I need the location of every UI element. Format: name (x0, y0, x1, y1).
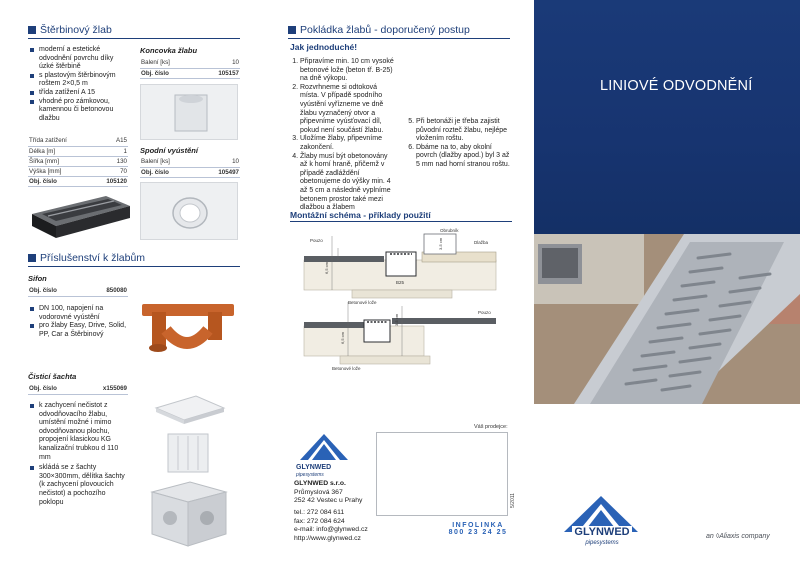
accessories-header (28, 252, 240, 267)
list-item: 3. Uložíme žlaby, připevníme zakončení. (300, 135, 396, 152)
dealer-label: Váš prodejce: (474, 424, 508, 430)
table-row: Balení [ks] 10 (141, 158, 239, 166)
table-row: Třída zatížení A15 (29, 137, 127, 145)
bottom-outlet-image (140, 182, 238, 240)
sifon-bullets (30, 305, 126, 339)
list-item: skládá se z šachty 300×300mm, dělítka šachty (k zachycení plovoucích nečistot) a pochozího poklopu (30, 464, 130, 507)
list-item: s plastovým štěrbinovým roštem 2×0,5 m (30, 72, 130, 89)
sachta-name: Čisticí šachta (28, 372, 77, 381)
list-item: DN 100, napojení na vodorovné vyústění (30, 305, 126, 322)
table-row: Obj. číslo 850080 (29, 287, 127, 295)
sachta-bullets (30, 402, 130, 507)
list-item: vhodné pro zámkovou, kamennou či betonovou dlažbu (30, 98, 130, 124)
install-steps-col1 (288, 58, 396, 213)
schema-title: Montážní schéma - příklady použití (290, 210, 512, 222)
section-marker-icon (28, 254, 36, 262)
dealer-box (376, 432, 508, 516)
list-item: třída zatížení A 15 (30, 89, 130, 98)
table-row: Šířka [mm] 130 (29, 157, 127, 165)
endcap-spec-table (140, 58, 240, 79)
sifon-image (138, 290, 238, 360)
list-item: 1. Připravíme min. 10 cm vysoké betonové lože (beton tř. B-25) na dně výkopu. (300, 58, 396, 84)
list-item: pro žlaby Easy, Drive, Solid, PP, Car a Štěrbinový (30, 322, 126, 339)
schema-diagram (292, 226, 514, 374)
schema-label-pouzo: Pouzo (310, 238, 323, 243)
glynwed-logo-small-text: GLYNWED pipesystems (296, 464, 332, 478)
schema-label-lozi: Betonové lože (348, 300, 377, 305)
sifon-name: Sifon (28, 274, 47, 283)
section-marker-icon (288, 26, 296, 34)
install-subtitle: Jak jednoduché! (290, 42, 358, 52)
install-header (288, 24, 510, 39)
sifon-spec-table (28, 286, 128, 297)
schema-label-dim2: 3-5 cm (438, 237, 443, 250)
list-item: 6. Dbáme na to, aby okolní povrch (dlažby apod.) byl 3 až 5 mm nad horní stranou roštu. (416, 144, 512, 170)
accessories-section (28, 252, 240, 267)
section-marker-icon (28, 26, 36, 34)
company-contacts (294, 509, 368, 543)
install-section (288, 24, 510, 39)
list-item: 2. Rozvrhneme si odtoková místa. V případě spodního vyústění vyřízneme ve dně žlabu vyznačený otvor a připevníme vyúsťovací díl, pokud není součástí žlabu. (300, 84, 396, 136)
install-steps-col2 (404, 118, 512, 170)
hotline (438, 522, 518, 536)
hotline-number[interactable]: 800 23 24 25 (448, 529, 508, 536)
company-tel: tel.: 272 084 611 (294, 509, 345, 516)
list-item: 4. Žlaby musí být obetonovány až k horní hraně, přičemž v případě zadláždění obetonujeme do výšky min. 4 až 5 cm a následně vyplníme betonem prostor také mezi dlažbou a žlabem (300, 153, 396, 213)
sachta-image (146, 386, 232, 550)
list-item: k zachycení nečistot z odvodňovacího žlabu, umístění možné i mimo odvodňovanou plochu, propojení klasickou KG kanalizační trubkou d 110 mm (30, 402, 130, 462)
channel-bullets (30, 46, 130, 123)
schema-label-dim3: 6,5 cm (340, 331, 345, 344)
company-city: 252 42 Vestec u Prahy (294, 497, 363, 504)
company-web[interactable]: http://www.glynwed.cz (294, 534, 361, 542)
glynwed-logo-text: GLYNWED pipesystems (574, 526, 630, 546)
endcap-name: Koncovka žlabu (140, 46, 198, 55)
edition-code: 5/2011 (510, 493, 516, 508)
accessories-title: Příslušenství k žlabům (40, 252, 146, 264)
table-row: Délka [m] 1 (29, 147, 127, 155)
list-item: 5. Při betonáži je třeba zajistit původní rozteč žlabu, nejlépe vložením roštu. (416, 118, 512, 144)
endcap-image (140, 84, 238, 140)
company-email[interactable]: e-mail: info@glynwed.cz (294, 526, 368, 533)
table-row: Výška [mm] 70 (29, 167, 127, 175)
schema-label-dim4: 3-5 cm (394, 313, 399, 326)
table-row: Obj. číslo x155069 (29, 385, 127, 393)
schema-label-obrubnik: Obrubník (440, 228, 459, 233)
schema-label-pouzo2: Pouzo (478, 310, 491, 315)
company-street: Průmyslová 367 (294, 488, 343, 496)
table-row: Obj. číslo 105497 (141, 168, 239, 176)
list-item: moderní a estetické odvodnění povrchu díky úzké štěrbině (30, 46, 130, 72)
schema-label-lozi2: Betonové lože (332, 366, 361, 371)
cover-photo (534, 234, 800, 404)
schema-label-b25: B25 (396, 280, 405, 285)
table-row: Obj. číslo 105157 (141, 69, 239, 77)
aliaxis-tagline: an ◊Aliaxis company (706, 533, 770, 540)
cover-title: LINIOVÉ ODVODNĚNÍ (600, 78, 753, 94)
table-row: Balení [ks] 10 (141, 59, 239, 67)
bottom-outlet-spec-table (140, 157, 240, 178)
schema-label-dlazba: Dlažba (474, 240, 489, 245)
channel-image (28, 192, 134, 242)
bottom-outlet-name: Spodní vyústění (140, 146, 198, 155)
company-fax: fax: 272 084 624 (294, 517, 345, 525)
company-address (294, 480, 362, 506)
channel-spec-table (28, 136, 128, 187)
channel-title: Štěrbinový žlab (40, 24, 112, 36)
install-title: Pokládka žlabů - doporučený postup (300, 24, 470, 36)
cover-banner (534, 0, 800, 234)
company-name: GLYNWED s.r.o. (294, 480, 346, 487)
schema-label-dim1: 6,5 cm (324, 261, 329, 274)
channel-section (28, 24, 240, 39)
cover-panel (534, 0, 800, 566)
hotline-label: INFOLINKA (452, 522, 504, 529)
sachta-spec-table (28, 384, 128, 395)
table-row: Obj. číslo 105120 (29, 177, 127, 185)
channel-header (28, 24, 240, 39)
